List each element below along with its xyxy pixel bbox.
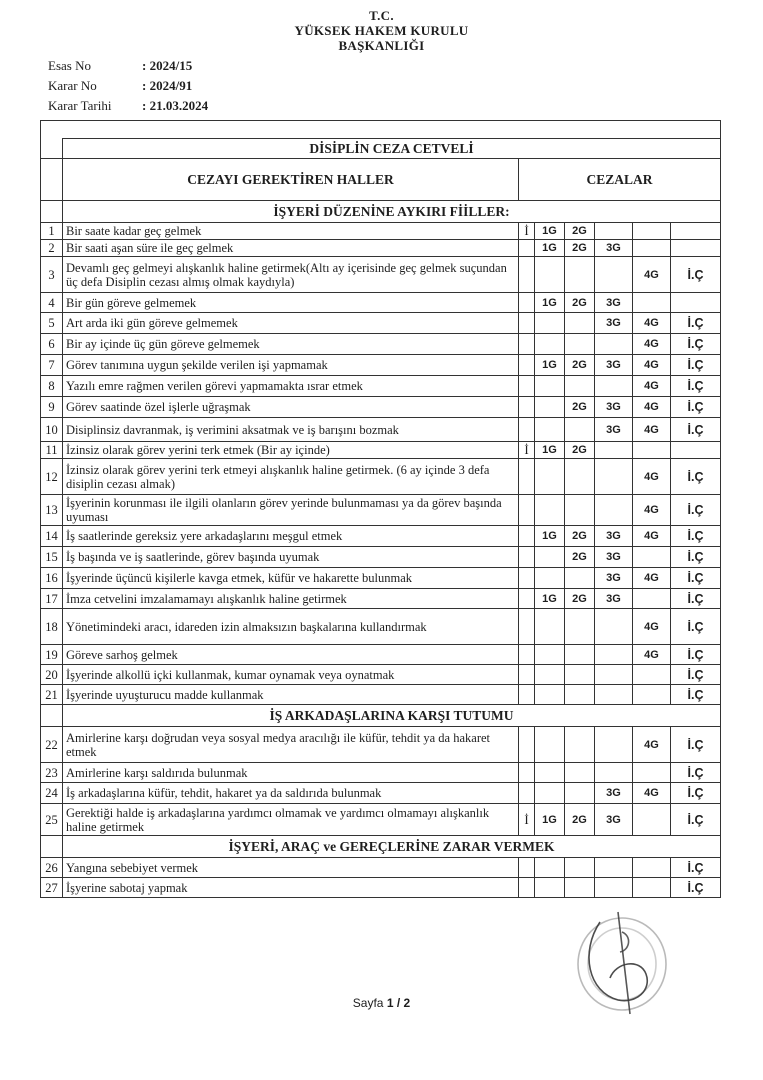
table-row	[41, 609, 721, 645]
table-row	[41, 783, 721, 804]
penalty-2g	[565, 858, 595, 878]
row-number: 6	[41, 334, 63, 355]
penalty-2g	[565, 376, 595, 397]
row-offense-text: İşyerinin korunması ile ilgili olanların görev yerinde bulunmaması ya da görev başında uyuması	[63, 495, 519, 526]
row-number: 12	[41, 459, 63, 495]
penalty-is-cikis: İ.Ç	[671, 418, 721, 442]
table-row	[41, 397, 721, 418]
penalty-2g	[565, 609, 595, 645]
penalty-2g	[565, 727, 595, 763]
table-row	[41, 526, 721, 547]
penalty-3g: 3G	[595, 568, 633, 589]
penalty-1g	[535, 397, 565, 418]
row-offense-text: İşyerinde uyuşturucu madde kullanmak	[63, 685, 519, 705]
row-offense-text: Bir gün göreve gelmemek	[63, 293, 519, 313]
penalty-4g: 4G	[633, 495, 671, 526]
row-number: 16	[41, 568, 63, 589]
penalty-2g: 2G	[565, 589, 595, 609]
penalty-2g	[565, 763, 595, 783]
penalty-2g	[565, 459, 595, 495]
penalty-3g	[595, 763, 633, 783]
penalty-4g: 4G	[633, 257, 671, 293]
penalty-1g: 1G	[535, 804, 565, 836]
row-offense-text: Göreve sarhoş gelmek	[63, 645, 519, 665]
table-row	[41, 665, 721, 685]
penalty-4g	[633, 878, 671, 898]
row-offense-text: İzinsiz olarak görev yerini terk etmeyi alışkanlık haline getirmek. (6 ay içinde 3 defa disiplin cezası almak)	[63, 459, 519, 495]
penalty-4g: 4G	[633, 727, 671, 763]
penalty-2g	[565, 665, 595, 685]
penalty-3g: 3G	[595, 589, 633, 609]
footer-page-label: Sayfa	[352, 996, 384, 1010]
table-row	[41, 858, 721, 878]
table-row	[41, 547, 721, 568]
penalty-4g: 4G	[633, 645, 671, 665]
penalty-ihtar: İ	[519, 804, 535, 836]
penalty-3g	[595, 665, 633, 685]
header-institution: YÜKSEK HAKEM KURULU	[294, 23, 469, 38]
penalty-3g: 3G	[595, 397, 633, 418]
penalty-ihtar	[519, 763, 535, 783]
penalty-2g	[565, 568, 595, 589]
penalty-2g	[565, 334, 595, 355]
row-number: 2	[41, 240, 63, 257]
table-row	[41, 257, 721, 293]
penalty-4g: 4G	[633, 568, 671, 589]
penalty-ihtar: İ	[519, 223, 535, 240]
row-number: 5	[41, 313, 63, 334]
penalty-2g	[565, 418, 595, 442]
penalty-3g: 3G	[595, 240, 633, 257]
meta-karar-no: Karar No : 2024/91	[48, 78, 193, 93]
row-offense-text: Gerektiği halde iş arkadaşlarına yardımcı olmamak ve yardımcı olmamayı alışkanlık haline getirmek	[63, 804, 519, 836]
table-column-header-row	[41, 159, 721, 201]
penalty-ihtar	[519, 257, 535, 293]
penalty-ihtar	[519, 858, 535, 878]
penalty-3g	[595, 727, 633, 763]
table-row	[41, 223, 721, 240]
row-number: 3	[41, 257, 63, 293]
penalty-is-cikis: İ.Ç	[671, 526, 721, 547]
penalty-1g	[535, 418, 565, 442]
table-row	[41, 240, 721, 257]
section-header-row	[41, 201, 721, 223]
penalty-is-cikis	[671, 293, 721, 313]
penalty-3g	[595, 257, 633, 293]
row-offense-text: İşyerinde üçüncü kişilerle kavga etmek, küfür ve hakarette bulunmak	[63, 568, 519, 589]
penalty-is-cikis: İ.Ç	[671, 257, 721, 293]
penalty-4g: 4G	[633, 609, 671, 645]
penalty-1g: 1G	[535, 293, 565, 313]
penalty-4g: 4G	[633, 376, 671, 397]
row-offense-text: İşyerine sabotaj yapmak	[63, 878, 519, 898]
penalty-4g: 4G	[633, 418, 671, 442]
row-number: 24	[41, 783, 63, 804]
penalty-3g	[595, 878, 633, 898]
penalty-ihtar	[519, 609, 535, 645]
row-offense-text: Bir ay içinde üç gün göreve gelmemek	[63, 334, 519, 355]
penalty-is-cikis: İ.Ç	[671, 804, 721, 836]
penalty-3g: 3G	[595, 355, 633, 376]
row-number: 9	[41, 397, 63, 418]
row-number: 10	[41, 418, 63, 442]
penalty-is-cikis: İ.Ç	[671, 878, 721, 898]
penalty-2g: 2G	[565, 240, 595, 257]
meta-esas-no: Esas No : 2024/15	[48, 58, 193, 73]
penalty-is-cikis: İ.Ç	[671, 313, 721, 334]
penalty-2g	[565, 783, 595, 804]
penalty-ihtar	[519, 240, 535, 257]
page-footer	[0, 996, 763, 1010]
penalty-is-cikis: İ.Ç	[671, 495, 721, 526]
section-title: İŞ ARKADAŞLARINA KARŞI TUTUMU	[63, 705, 721, 727]
penalty-3g: 3G	[595, 526, 633, 547]
table-row	[41, 727, 721, 763]
row-number: 21	[41, 685, 63, 705]
penalty-ihtar	[519, 568, 535, 589]
penalty-2g	[565, 313, 595, 334]
penalty-4g: 4G	[633, 459, 671, 495]
penalty-3g	[595, 645, 633, 665]
penalty-1g	[535, 763, 565, 783]
penalty-1g: 1G	[535, 589, 565, 609]
row-number: 13	[41, 495, 63, 526]
table-row	[41, 355, 721, 376]
penalty-is-cikis: İ.Ç	[671, 685, 721, 705]
row-number: 4	[41, 293, 63, 313]
penalty-is-cikis: İ.Ç	[671, 589, 721, 609]
table-row	[41, 878, 721, 898]
penalty-4g	[633, 858, 671, 878]
penalty-2g: 2G	[565, 355, 595, 376]
penalty-1g	[535, 313, 565, 334]
penalty-ihtar	[519, 645, 535, 665]
row-offense-text: Görev tanımına uygun şekilde verilen işi yapmamak	[63, 355, 519, 376]
table-row	[41, 495, 721, 526]
penalty-3g: 3G	[595, 418, 633, 442]
penalty-is-cikis: İ.Ç	[671, 783, 721, 804]
section-title: İŞYERİ DÜZENİNE AYKIRI FİİLLER:	[63, 201, 721, 223]
penalty-is-cikis: İ.Ç	[671, 763, 721, 783]
row-offense-text: İzinsiz olarak görev yerini terk etmek (Bir ay içinde)	[63, 442, 519, 459]
penalty-1g	[535, 547, 565, 568]
table-row	[41, 645, 721, 665]
penalty-1g: 1G	[535, 355, 565, 376]
row-offense-text: İşyerinde alkollü içki kullanmak, kumar oynamak veya oynatmak	[63, 665, 519, 685]
penalty-ihtar	[519, 783, 535, 804]
penalty-2g: 2G	[565, 223, 595, 240]
penalty-is-cikis: İ.Ç	[671, 609, 721, 645]
penalty-1g	[535, 685, 565, 705]
penalty-ihtar	[519, 397, 535, 418]
penalty-is-cikis: İ.Ç	[671, 459, 721, 495]
penalty-1g	[535, 878, 565, 898]
section-header-row	[41, 705, 721, 727]
penalty-ihtar	[519, 376, 535, 397]
row-number: 27	[41, 878, 63, 898]
penalty-3g: 3G	[595, 804, 633, 836]
table-row	[41, 334, 721, 355]
penalty-is-cikis: İ.Ç	[671, 665, 721, 685]
penalty-3g	[595, 495, 633, 526]
penalty-1g	[535, 495, 565, 526]
penalty-1g: 1G	[535, 240, 565, 257]
penalty-3g	[595, 685, 633, 705]
penalty-is-cikis	[671, 223, 721, 240]
row-number: 25	[41, 804, 63, 836]
row-number: 18	[41, 609, 63, 645]
row-offense-text: İmza cetvelini imzalamamayı alışkanlık haline getirmek	[63, 589, 519, 609]
table-row	[41, 568, 721, 589]
penalty-4g	[633, 685, 671, 705]
section-title: İŞYERİ, ARAÇ ve GEREÇLERİNE ZARAR VERMEK	[63, 836, 721, 858]
penalty-1g: 1G	[535, 223, 565, 240]
penalty-4g	[633, 442, 671, 459]
penalty-1g	[535, 645, 565, 665]
penalty-ihtar	[519, 526, 535, 547]
table-row	[41, 442, 721, 459]
header-presidency: BAŞKANLIĞI	[338, 38, 425, 53]
penalty-is-cikis: İ.Ç	[671, 376, 721, 397]
penalty-1g: 1G	[535, 526, 565, 547]
row-number: 22	[41, 727, 63, 763]
table-row	[41, 589, 721, 609]
penalty-2g: 2G	[565, 804, 595, 836]
penalty-3g: 3G	[595, 313, 633, 334]
penalty-3g	[595, 376, 633, 397]
penalty-1g	[535, 665, 565, 685]
penalty-2g: 2G	[565, 293, 595, 313]
penalty-ihtar	[519, 589, 535, 609]
row-offense-text: Yönetimindeki aracı, idareden izin almaksızın başkalarına kullandırmak	[63, 609, 519, 645]
penalty-1g	[535, 609, 565, 645]
penalty-ihtar	[519, 878, 535, 898]
table-row	[41, 313, 721, 334]
penalty-2g	[565, 645, 595, 665]
penalty-1g: 1G	[535, 442, 565, 459]
footer-page-number: 1 / 2	[386, 996, 411, 1010]
penalty-4g	[633, 223, 671, 240]
row-offense-text: Görev saatinde özel işlerle uğraşmak	[63, 397, 519, 418]
table-title: DİSİPLİN CEZA CETVELİ	[63, 139, 721, 159]
row-number: 17	[41, 589, 63, 609]
penalty-4g: 4G	[633, 313, 671, 334]
penalty-2g	[565, 685, 595, 705]
penalty-3g: 3G	[595, 293, 633, 313]
row-offense-text: Bir saati aşan süre ile geç gelmek	[63, 240, 519, 257]
penalty-1g	[535, 858, 565, 878]
penalty-1g	[535, 459, 565, 495]
penalty-1g	[535, 334, 565, 355]
penalty-ihtar	[519, 355, 535, 376]
section-header-row	[41, 836, 721, 858]
penalty-2g	[565, 878, 595, 898]
penalty-ihtar	[519, 547, 535, 568]
penalty-4g	[633, 763, 671, 783]
penalty-4g: 4G	[633, 526, 671, 547]
penalty-3g	[595, 609, 633, 645]
penalty-4g: 4G	[633, 334, 671, 355]
row-number: 1	[41, 223, 63, 240]
row-offense-text: Amirlerine karşı doğrudan veya sosyal medya aracılığı ile küfür, tehdit ya da hakaret etmek	[63, 727, 519, 763]
penalty-1g	[535, 568, 565, 589]
row-number: 8	[41, 376, 63, 397]
penalty-is-cikis: İ.Ç	[671, 727, 721, 763]
penalty-4g	[633, 240, 671, 257]
table-row	[41, 685, 721, 705]
penalty-ihtar	[519, 418, 535, 442]
penalty-2g: 2G	[565, 397, 595, 418]
penalty-2g	[565, 257, 595, 293]
penalty-3g: 3G	[595, 783, 633, 804]
penalty-ihtar	[519, 495, 535, 526]
penalty-2g: 2G	[565, 442, 595, 459]
document-header	[0, 8, 763, 53]
meta-karar-tarihi: Karar Tarihi : 21.03.2024	[48, 98, 209, 113]
penalty-is-cikis: İ.Ç	[671, 334, 721, 355]
column-header-haller: CEZAYI GEREKTİREN HALLER	[63, 159, 519, 201]
table-top-blank-row	[41, 121, 721, 139]
penalty-1g	[535, 727, 565, 763]
row-offense-text: İş saatlerinde gereksiz yere arkadaşlarını meşgul etmek	[63, 526, 519, 547]
row-offense-text: İş başında ve iş saatlerinde, görev başında uyumak	[63, 547, 519, 568]
row-number: 14	[41, 526, 63, 547]
penalty-3g	[595, 858, 633, 878]
penalty-4g	[633, 665, 671, 685]
penalty-ihtar	[519, 665, 535, 685]
penalty-ihtar	[519, 334, 535, 355]
penalty-ihtar: İ	[519, 442, 535, 459]
discipline-penalty-table	[40, 120, 721, 898]
penalty-is-cikis: İ.Ç	[671, 645, 721, 665]
column-header-cezalar: CEZALAR	[519, 159, 721, 201]
penalty-3g	[595, 459, 633, 495]
penalty-is-cikis	[671, 442, 721, 459]
penalty-ihtar	[519, 293, 535, 313]
penalty-3g	[595, 334, 633, 355]
penalty-1g	[535, 783, 565, 804]
row-offense-text: Bir saate kadar geç gelmek	[63, 223, 519, 240]
row-number: 15	[41, 547, 63, 568]
penalty-1g	[535, 257, 565, 293]
penalty-is-cikis: İ.Ç	[671, 547, 721, 568]
table-row	[41, 459, 721, 495]
table-row	[41, 804, 721, 836]
row-number: 20	[41, 665, 63, 685]
penalty-ihtar	[519, 459, 535, 495]
header-tc: T.C.	[369, 8, 394, 23]
penalty-1g	[535, 376, 565, 397]
row-offense-text: Art arda iki gün göreve gelmemek	[63, 313, 519, 334]
penalty-is-cikis: İ.Ç	[671, 397, 721, 418]
penalty-is-cikis: İ.Ç	[671, 858, 721, 878]
row-offense-text: İş arkadaşlarına küfür, tehdit, hakaret ya da saldırıda bulunmak	[63, 783, 519, 804]
row-offense-text: Devamlı geç gelmeyi alışkanlık haline getirmek(Altı ay içerisinde geç gelmek suçundan üç defa Disiplin cezası almış olmak kaydıyla)	[63, 257, 519, 293]
row-number: 26	[41, 858, 63, 878]
table-row	[41, 763, 721, 783]
penalty-2g: 2G	[565, 526, 595, 547]
row-offense-text: Yazılı emre rağmen verilen görevi yapmamakta ısrar etmek	[63, 376, 519, 397]
penalty-3g	[595, 442, 633, 459]
row-offense-text: Amirlerine karşı saldırıda bulunmak	[63, 763, 519, 783]
row-offense-text: Yangına sebebiyet vermek	[63, 858, 519, 878]
row-number: 23	[41, 763, 63, 783]
penalty-ihtar	[519, 685, 535, 705]
penalty-is-cikis: İ.Ç	[671, 568, 721, 589]
penalty-is-cikis: İ.Ç	[671, 355, 721, 376]
row-number: 7	[41, 355, 63, 376]
penalty-3g: 3G	[595, 547, 633, 568]
table-row	[41, 376, 721, 397]
penalty-4g: 4G	[633, 397, 671, 418]
table-row	[41, 418, 721, 442]
penalty-2g	[565, 495, 595, 526]
case-metadata	[48, 56, 208, 116]
penalty-4g	[633, 589, 671, 609]
penalty-4g: 4G	[633, 355, 671, 376]
penalty-2g: 2G	[565, 547, 595, 568]
row-number: 11	[41, 442, 63, 459]
penalty-3g	[595, 223, 633, 240]
table-row	[41, 293, 721, 313]
penalty-ihtar	[519, 727, 535, 763]
penalty-is-cikis	[671, 240, 721, 257]
penalty-4g	[633, 293, 671, 313]
row-number: 19	[41, 645, 63, 665]
penalty-4g: 4G	[633, 783, 671, 804]
penalty-ihtar	[519, 313, 535, 334]
row-offense-text: Disiplinsiz davranmak, iş verimini aksatmak ve iş barışını bozmak	[63, 418, 519, 442]
table-title-row	[41, 139, 721, 159]
penalty-4g	[633, 547, 671, 568]
penalty-4g	[633, 804, 671, 836]
